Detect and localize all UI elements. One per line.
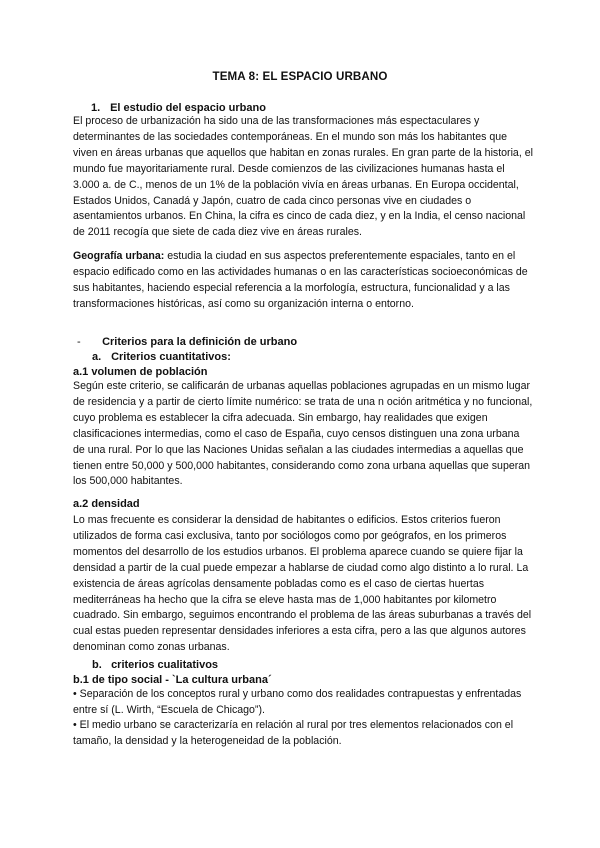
bullet-dash: -: [77, 336, 81, 348]
section-1-title: El estudio del espacio urbano: [110, 102, 266, 114]
geografia-urbana-paragraph: [73, 249, 533, 313]
criterios-heading: [77, 336, 297, 348]
tipo-social-heading: b.1 de tipo social - `La cultura urbana´: [73, 674, 272, 686]
sub-a-title: Criterios cuantitativos:: [111, 351, 231, 363]
criterios-cuantitativos-heading: [92, 351, 231, 363]
geografia-urbana-definition: estudia la ciudad en sus aspectos preferentemente espaciales, tanto en el espacio edificado como en las actividades humanas o en las características socioeconómicas de sus habitantes, haciendo especial referencia a la morfología, estructura, funcionalidad y a las transformaciones históricas, así como su organización interna o entorno.: [73, 250, 528, 310]
document-title: TEMA 8: EL ESPACIO URBANO: [212, 70, 388, 83]
tipo-social-point-1: • Separación de los conceptos rural y urbano como dos realidades contrapuestas y enfrentadas entre sí (L. Wirth, “Escuela de Chicago”).: [73, 688, 522, 716]
criterios-heading-text: Criterios para la definición de urbano: [102, 336, 298, 348]
urbanization-paragraph: El proceso de urbanización ha sido una de las transformaciones más espectaculares y determinantes de las sociedades contemporáneas. En el mundo son más los habitantes que viven en áreas urbanas que aquellos que habitan en zonas rurales. En gran parte de la historia, el mundo fue mayoritariamente rural. Desde comienzos de las civilizaciones humanas hasta el 3.000 a. de C., menos de un 1% de la población vivía en áreas urbanas. En Europa occidental, Estados Unidos, Canadá y Japón, cuatro de cada cinco personas vive en ciudades o asentamientos urbanos. En China, la cifra es cinco de cada diez, y en la India, el censo nacional de 2011 recogía que siete de cada diez vive en áreas rurales.: [73, 115, 533, 239]
sub-b-title: criterios cualitativos: [111, 659, 219, 671]
section-1-heading: [91, 102, 266, 114]
volumen-poblacion-heading: a.1 volumen de población: [73, 366, 208, 378]
densidad-paragraph: Lo mas frecuente es considerar la densidad de habitantes o edificios. Estos criterios fueron utilizados de forma casi exclusiva, tanto por sociólogos como por geógrafos, en los primeros momentos del desarrollo de los estudios urbanos. El problema aparece cuando se quiere fijar la densidad a partir de la cual puede empezar a hablarse de ciudad como algo distinto a lo rural. La existencia de áreas agrícolas densamente pobladas como es el caso de ciertas huertas mediterráneas ha hecho que la cifra se eleve hasta mas de 1,000 habitantes por kilometro cuadrado. Sin embargo, seguimos encontrando el problema de las áreas suburbanas a través del cual estas pueden representar densidades inferiores a esta cifra, pero a las que algunos autores denominan como zonas urbanas.: [73, 514, 532, 654]
sub-b-letter: b.: [92, 659, 102, 671]
geografia-urbana-term: Geografía urbana:: [73, 250, 165, 262]
criterios-cualitativos-heading: [92, 659, 218, 671]
section-1-number: 1.: [91, 102, 101, 114]
densidad-heading: a.2 densidad: [73, 498, 140, 510]
volumen-poblacion-paragraph: Según este criterio, se calificarán de urbanas aquellas poblaciones agrupadas en un mismo lugar de residencia y a partir de cierto límite numérico: se trata de una n oción aritmética y no funcional, cuyo problema es establecer la cifra adecuada. Sin embargo, hay realidades que exigen clasificaciones intermedias, como el caso de España, cuyo censos distinguen una zona urbana de una rural. Por lo que las Naciones Unidas señalan a las ciudades intermedias a aquellas que tienen entre 50,000 y 500,000 habitantes, considerando como zona urbana aquellas que superan los 500,000 habitantes.: [73, 380, 533, 488]
sub-a-letter: a.: [92, 351, 102, 363]
tipo-social-point-2: • El medio urbano se caracterizaría en relación al rural por tres elementos relacionados con el tamaño, la densidad y la heterogeneidad de la población.: [73, 719, 514, 747]
